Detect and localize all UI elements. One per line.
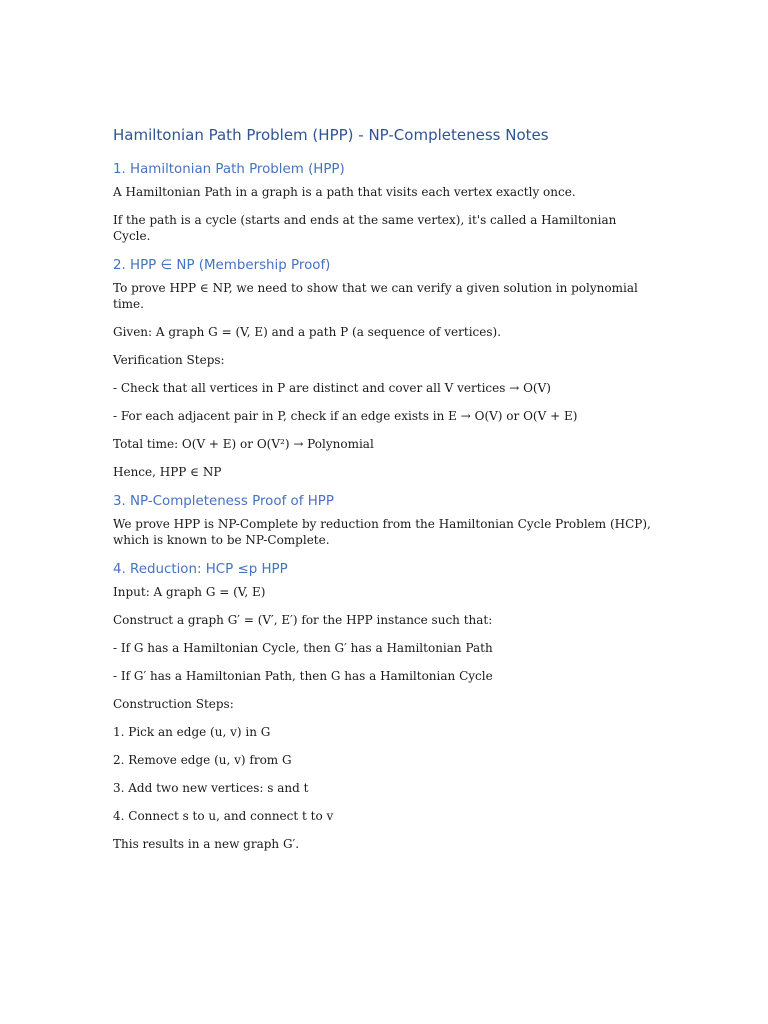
document-title: Hamiltonian Path Problem (HPP) - NP-Completeness Notes	[113, 126, 549, 144]
paragraph: We prove HPP is NP-Complete by reduction from the Hamiltonian Cycle Problem (HCP), which is known to be NP-Complete.	[113, 517, 651, 547]
paragraph: 3. Add two new vertices: s and t	[113, 781, 309, 795]
paragraph: Input: A graph G = (V, E)	[113, 585, 266, 599]
section-reduction	[113, 560, 653, 852]
paragraph: - If G′ has a Hamiltonian Path, then G has a Hamiltonian Cycle	[113, 669, 493, 683]
paragraph: 2. Remove edge (u, v) from G	[113, 753, 292, 767]
paragraph: 4. Connect s to u, and connect t to v	[113, 809, 334, 823]
paragraph: To prove HPP ∈ NP, we need to show that we can verify a given solution in polynomial time.	[113, 281, 638, 311]
paragraph: 1. Pick an edge (u, v) in G	[113, 725, 271, 739]
paragraph: - Check that all vertices in P are distinct and cover all V vertices → O(V)	[113, 381, 551, 395]
paragraph: Hence, HPP ∈ NP	[113, 465, 222, 479]
paragraph: Total time: O(V + E) or O(V²) → Polynomial	[113, 437, 374, 451]
document-body	[113, 124, 653, 864]
section-membership-proof	[113, 256, 653, 480]
paragraph: Verification Steps:	[113, 353, 225, 367]
paragraph: - For each adjacent pair in P, check if an edge exists in E → O(V) or O(V + E)	[113, 409, 578, 423]
section-np-completeness	[113, 492, 653, 548]
paragraph: A Hamiltonian Path in a graph is a path that visits each vertex exactly once.	[113, 185, 576, 199]
paragraph: Construct a graph G′ = (V′, E′) for the HPP instance such that:	[113, 613, 493, 627]
paragraph: Construction Steps:	[113, 697, 234, 711]
paragraph: Given: A graph G = (V, E) and a path P (a sequence of vertices).	[113, 325, 502, 339]
paragraph: This results in a new graph G′.	[113, 837, 300, 851]
section-heading: 2. HPP ∈ NP (Membership Proof)	[113, 258, 331, 273]
section-heading: 4. Reduction: HCP ≤p HPP	[113, 562, 288, 577]
section-hpp-definition	[113, 160, 653, 244]
paragraph: - If G has a Hamiltonian Cycle, then G′ has a Hamiltonian Path	[113, 641, 493, 655]
section-heading: 1. Hamiltonian Path Problem (HPP)	[113, 162, 345, 177]
paragraph: If the path is a cycle (starts and ends at the same vertex), it's called a Hamiltonian Cycle.	[113, 213, 617, 243]
section-heading: 3. NP-Completeness Proof of HPP	[113, 494, 334, 509]
